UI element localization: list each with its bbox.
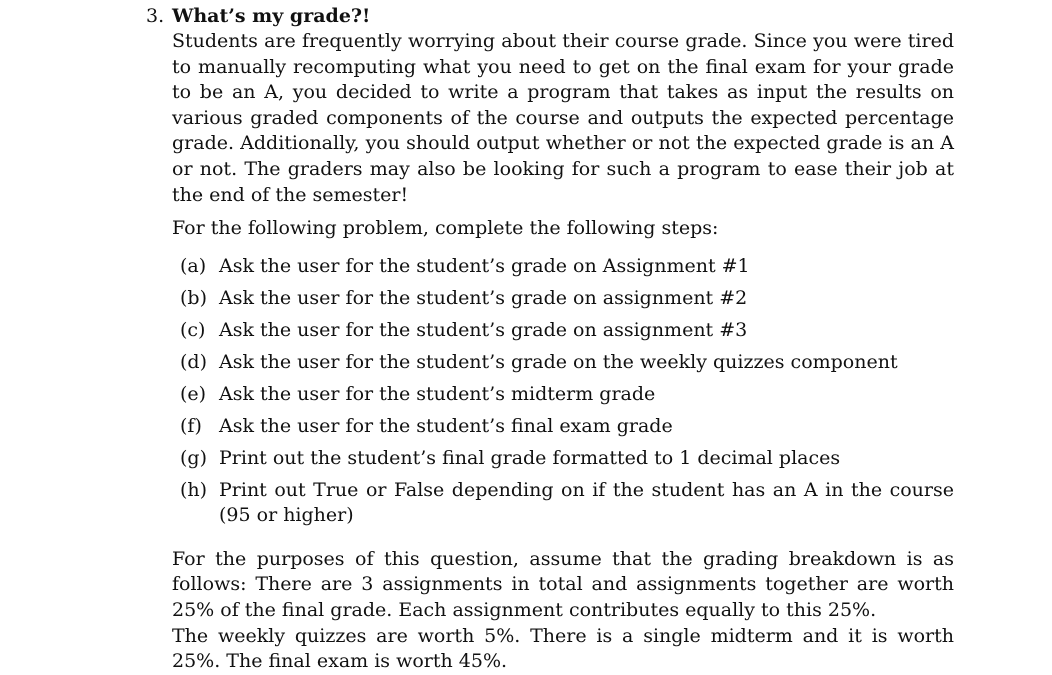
steps-list [172,254,954,529]
step-g [172,446,954,472]
step-f [172,414,954,440]
step-a [172,254,954,280]
problem-body [172,29,954,675]
step-text: Ask the user for the student’s midterm grade [219,382,656,405]
step-text: Print out True or False depending on if the student has an A in the course (95 or higher) [219,478,954,527]
step-text: Ask the user for the student’s grade on Assignment #1 [219,254,750,277]
step-h [172,478,954,529]
step-label: (f) [180,414,202,437]
problem-3 [146,3,956,675]
step-b [172,286,954,312]
problem-intro: Students are frequently worrying about their course grade. Since you were tired to manually recomputing what you need to get on the final exam for your grade to be an A, you decided to write a program that takes as input the results on various graded components of the course and outputs the expected percentage grade. Additionally, you should output whether or not the expected grade is an A or not. The graders may also be looking for such a program to ease their job at the end of the semester! [172,30,954,206]
step-text: Ask the user for the student’s grade on assignment #2 [219,286,748,309]
step-label: (b) [180,286,207,309]
grading-assumption: For the purposes of this question, assume that the grading breakdown is as follows: There are 3 assignments in total and assignments together are worth 25% of the final grade. Each assignment contributes equally to this 25%. [172,547,954,622]
step-label: (g) [180,446,207,469]
step-d [172,350,954,376]
problem-heading [146,3,956,29]
step-label: (h) [180,478,208,501]
step-label: (a) [180,254,207,277]
step-text: Ask the user for the student’s grade on assignment #3 [219,318,748,341]
step-label: (e) [180,382,207,405]
problem-number: 3. [146,5,165,27]
step-text: Ask the user for the student’s grade on the weekly quizzes component [219,350,898,373]
step-label: (c) [180,318,206,341]
step-label: (d) [180,350,207,373]
steps-lead: For the following problem, complete the following steps: [172,217,719,240]
grading-weights: The weekly quizzes are worth 5%. There is a single midterm and it is worth 25%. The final exam is worth 45%. [172,624,954,673]
step-e [172,382,954,408]
step-text: Print out the student’s final grade formatted to 1 decimal places [219,446,841,469]
step-text: Ask the user for the student’s final exam grade [219,414,673,437]
step-c [172,318,954,344]
problem-title: What’s my grade?! [172,5,371,27]
